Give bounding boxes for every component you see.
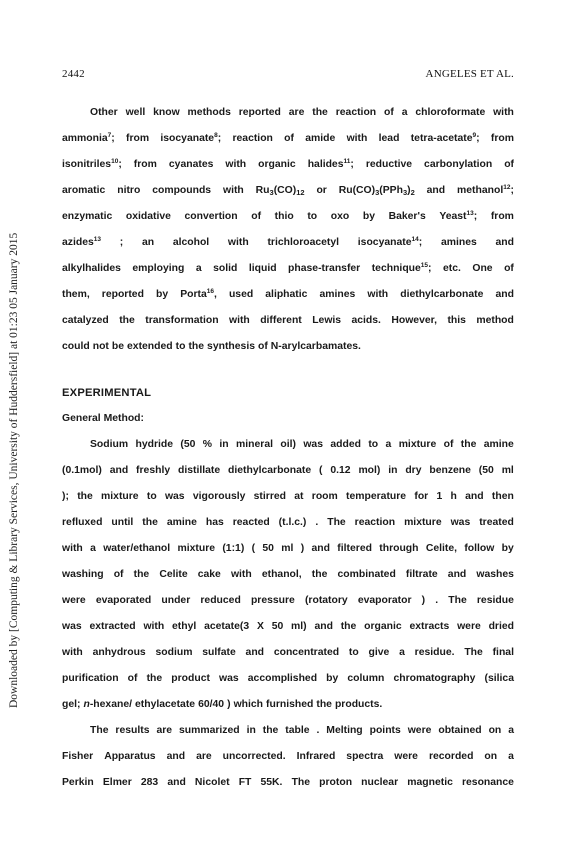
text-line: The results are summarized in the table . Melting points were obtained on a <box>90 725 514 736</box>
text-line: azides$^{13}$ ; an alcohol with trichloroacetyl isocyanate$^{14}$; amines and <box>62 236 514 248</box>
text-line: aromatic nitro compounds with $Ru_3(CO)_{12}$ or $Ru(CO)_3(PPh_3)_2$ and methanol$^{12}$; <box>62 184 514 197</box>
download-watermark: Downloaded by [Computing & Library Services, University of Huddersfield] at 01:23 05 January 2015 <box>8 232 20 708</box>
text-line: with a water/ethanol mixture (1:1) ( 50 ml ) and filtered through Celite, follow by <box>62 543 514 554</box>
text-line: refluxed until the amine has reacted (t.l.c.) . The reaction mixture was treated <box>62 517 514 528</box>
section-title: EXPERIMENTAL <box>62 387 152 399</box>
text-line: catalyzed the transformation with different Lewis acids. However, this method <box>62 315 514 326</box>
text-line: Fisher Apparatus and are uncorrected. Infrared spectra were recorded on a <box>62 751 514 762</box>
text-line: enzymatic oxidative convertion of thio to oxo by Baker's Yeast$^{13}$; from <box>62 210 514 222</box>
paragraph-results <box>62 718 514 796</box>
text-line: them, reported by Porta$^{16}$, used aliphatic amines with diethylcarbonate and <box>62 288 514 300</box>
text-line: was extracted with ethyl acetate(3 X 50 ml) and the organic extracts were dried <box>62 621 514 632</box>
text-line: purification of the product was accomplished by column chromatography (silica <box>62 673 514 684</box>
text-line: Sodium hydride (50 % in mineral oil) was added to a mixture of the amine <box>90 439 514 450</box>
text-line: (0.1mol) and freshly distillate diethylcarbonate ( 0.12 mol) in dry benzene (50 ml <box>62 465 514 476</box>
text-line: could not be extended to the synthesis of N-arylcarbamates. <box>62 341 361 352</box>
text-line: gel; n-hexane/ ethylacetate 60/40 ) which furnished the products. <box>62 699 383 710</box>
paragraph-intro <box>62 100 514 360</box>
text-line: isonitriles$^{10}$; from cyanates with organic halides$^{11}$; reductive carbonylation of <box>62 158 514 170</box>
page-header <box>62 68 514 84</box>
page-number: 2442 <box>62 68 85 80</box>
subsection-title: General Method: <box>62 413 144 424</box>
text-line: ammonia$^7$; from isocyanate$^8$; reaction of amide with lead tetra-acetate$^9$; from <box>62 132 514 144</box>
text-line: washing of the Celite cake with ethanol, the combinated filtrate and washes <box>62 569 514 580</box>
text-line: with anhydrous sodium sulfate and concentrated to give a residue. The final <box>62 647 514 658</box>
article-body <box>62 100 514 796</box>
text-line: Perkin Elmer 283 and Nicolet FT 55K. The proton nuclear magnetic resonance <box>62 777 514 788</box>
text-line: ); the mixture to was vigorously stirred at room temperature for 1 h and then <box>62 491 514 502</box>
text-line: alkylhalides employing a solid liquid phase-transfer technique$^{15}$; etc. One of <box>62 262 514 274</box>
text-line: were evaporated under reduced pressure (rotatory evaporator ) . The residue <box>62 595 514 606</box>
paragraph-method <box>62 432 514 718</box>
text-line: Other well know methods reported are the reaction of a chloroformate with <box>90 107 514 118</box>
running-head: ANGELES ET AL. <box>425 68 514 80</box>
